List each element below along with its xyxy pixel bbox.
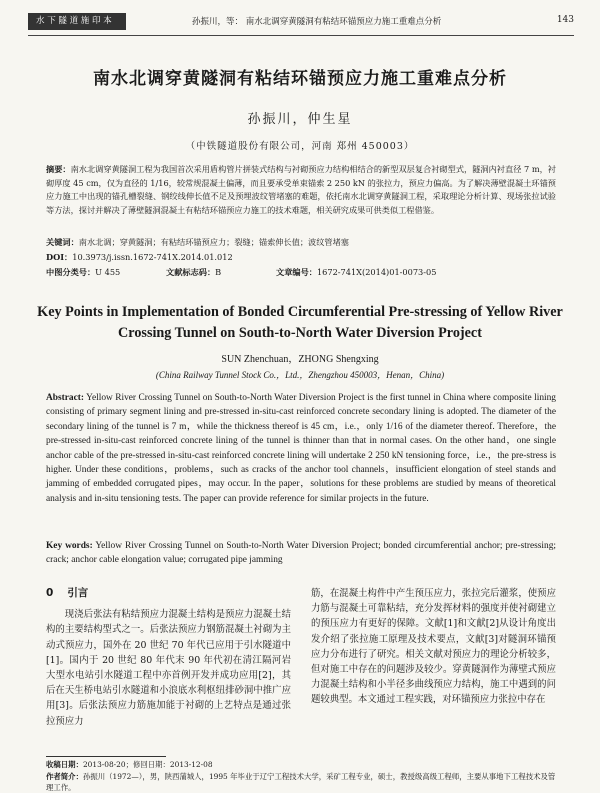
- keywords-cn: [46, 236, 556, 250]
- keywords-en-text: Yellow River Crossing Tunnel on South-to-North Water Diversion Project; bonded circumferential anchor; pre-stressing; crack; anchor cable elongation value; corrugated pipe jamming: [46, 541, 556, 566]
- footnote-rule: [46, 756, 166, 757]
- received-label: 收稿日期：: [46, 760, 83, 769]
- abstract-cn-label: 摘要：: [46, 164, 71, 174]
- abstract-en-label: Abstract:: [46, 393, 85, 403]
- doc-code-value: B: [215, 267, 222, 277]
- doi-line: [46, 251, 556, 265]
- keywords-en: [46, 539, 556, 568]
- affiliation-cn: （中铁隧道股份有限公司，河南 郑州 450003）: [185, 141, 415, 152]
- header-authors-title: 孙振川，等： 南水北调穿黄隧洞有粘结环锚预应力施工重难点分析: [192, 17, 442, 27]
- journal-tab: 水 下 隧 道 施 印 本: [28, 13, 126, 30]
- abstract-cn: [46, 163, 556, 217]
- classification-line: [46, 266, 556, 280]
- authors-en: SUN Zhenchuan，ZHONG Shengxing: [221, 354, 379, 365]
- footnote-received: [46, 759, 556, 770]
- doc-code-label: 文献标志码：: [166, 267, 216, 277]
- footnote-author: [46, 771, 556, 793]
- clc-value: U 455: [95, 267, 121, 277]
- authors-cn: 孙振川，仲生星: [247, 112, 353, 127]
- section-heading: [46, 586, 291, 601]
- section-title: 引言: [67, 587, 89, 599]
- abstract-cn-text: 南水北调穿黄隧洞工程为我国首次采用盾构管片拼装式结构与衬砌预应力结构相结合的新型双层复合衬砌型式，隧洞内衬直径 7 m，衬砌厚度 45 cm，仅为直径的 1/16，较常规混凝土偏薄，而且要承受单束锚索 2 250 kN 的张拉力，预应力偏高。为了解决薄壁混凝土环锚预应力施工中出现的锚孔槽裂缝、钢绞线伸长值不足及预埋波纹管堵塞的难题，依托南水北调穿黄隧洞工程，采取理论分析计算、现场张拉试验等方法，探讨并解决了薄壁隧洞混凝土有粘结环锚预应力施工的技术难题，相关研究成果可供类似工程借鉴。: [46, 164, 556, 215]
- title-cn: 南水北调穿黄隧洞有粘结环锚预应力施工重难点分析: [93, 69, 507, 89]
- received-dates: 2013-08-20；修回日期：2013-12-08: [82, 760, 213, 769]
- body-column-left: [46, 586, 291, 729]
- doi-label: DOI：: [46, 252, 73, 262]
- doi-value: 10.3973/j.issn.1672-741X.2014.01.012: [72, 252, 233, 262]
- abstract-en: [46, 391, 556, 506]
- body-paragraph-right: 筋，在混凝土构件中产生预压应力，张拉完后灌浆，使预应力筋与混凝土可靠粘结，充分发挥材料的强度并使衬砌建立的预压应力有更好的保障。文献[1]和文献[2]从设计角度出发介绍了张拉施工原理及技术要点，文献[3]对隧洞环锚预应力分布进行了研究。相关文献对预应力的理论分析较多，但对施工中存在的问题涉及较少。穿黄隧洞作为薄壁式预应力混凝土结构和小半径多曲线预应力结构，施工中遇到的问题较典型。本文通过工程实践，对环锚预应力张拉中存在: [311, 588, 556, 706]
- keywords-cn-label: 关键词：: [46, 237, 79, 247]
- body-paragraph-left: 现浇后张法有粘结预应力混凝土结构是预应力混凝土结构的主要结构型式之一。后张法预应力钢筋混凝土衬砌为主动式预应力，国外在 20 世纪 70 年代已应用于引水隧道中[1]。国内于 20 世纪 80 年代末 90 年代初在清江隔河岩大型水电站引水隧道工程中亦首例开发并成功应用[2]，其后在天生桥电站引水隧道和小浪底水利枢纽排砂洞中推广应用[3]。后张法预应力筋施加能于衬砌的上艺特点是通过张拉预应力: [46, 609, 291, 727]
- header-rule: [28, 35, 574, 36]
- section-number: 0: [46, 587, 54, 599]
- abstract-en-text: Yellow River Crossing Tunnel on South-to-North Water Diversion Project is the first tunnel in China where composite lining consisting of primary segment lining and pre-stressed in-situ-cast reinforced concrete secondary lining is adopted. The diameter of the secondary lining of the tunnel is 7 m，while the thickness thereof is 45 cm，i.e.，only 1/16 of the diameter thereof. Therefore，the pre-stressed in-situ-cast reinforced concrete lining of the tunnel is thinner than that in normal cases. On the other hand，one single anchor cable of the pre-stressed in-situ-cast reinforced concrete lining will undertake 2 250 kN tensioning force，i.e.，the pre-stress is higher. Under these conditions，problems，such as cracks of the anchor tool channels，insufficient elongation of steel stands and jamming of embedded corrugated pipes，may occur. In the paper，solutions for these problems are studied by means of theoretical analysis and in-situ tensioning tests. The paper can provide reference for similar projects in the future.: [46, 393, 556, 504]
- keywords-cn-text: 南水北调；穿黄隧洞；有粘结环锚预应力；裂缝；锚索伸长值；波纹管堵塞: [78, 237, 349, 247]
- body-column-right: [311, 586, 556, 708]
- article-no-value: 1672-741X(2014)01-0073-05: [316, 267, 437, 277]
- running-header: [0, 13, 600, 33]
- affiliation-en: (China Railway Tunnel Stock Co.，Ltd.，Zhengzhou 450003，Henan，China): [155, 370, 445, 380]
- title-en: Key Points in Implementation of Bonded Circumferential Pre-stressing of Yellow River Crossing Tunnel on South-to-North Water Diversion Project: [37, 304, 563, 341]
- article-no-label: 文章编号：: [276, 267, 317, 277]
- keywords-en-label: Key words:: [46, 541, 93, 551]
- author-bio-label: 作者简介：: [46, 772, 83, 781]
- author-bio: 孙振川（1972—），男，陕西蒲城人，1995 年毕业于辽宁工程技术大学，采矿工程专业，硕士，教授级高级工程师，主要从事地下工程技术及管理工作。: [46, 772, 556, 792]
- clc-label: 中图分类号：: [46, 267, 96, 277]
- page-number: 143: [556, 15, 574, 25]
